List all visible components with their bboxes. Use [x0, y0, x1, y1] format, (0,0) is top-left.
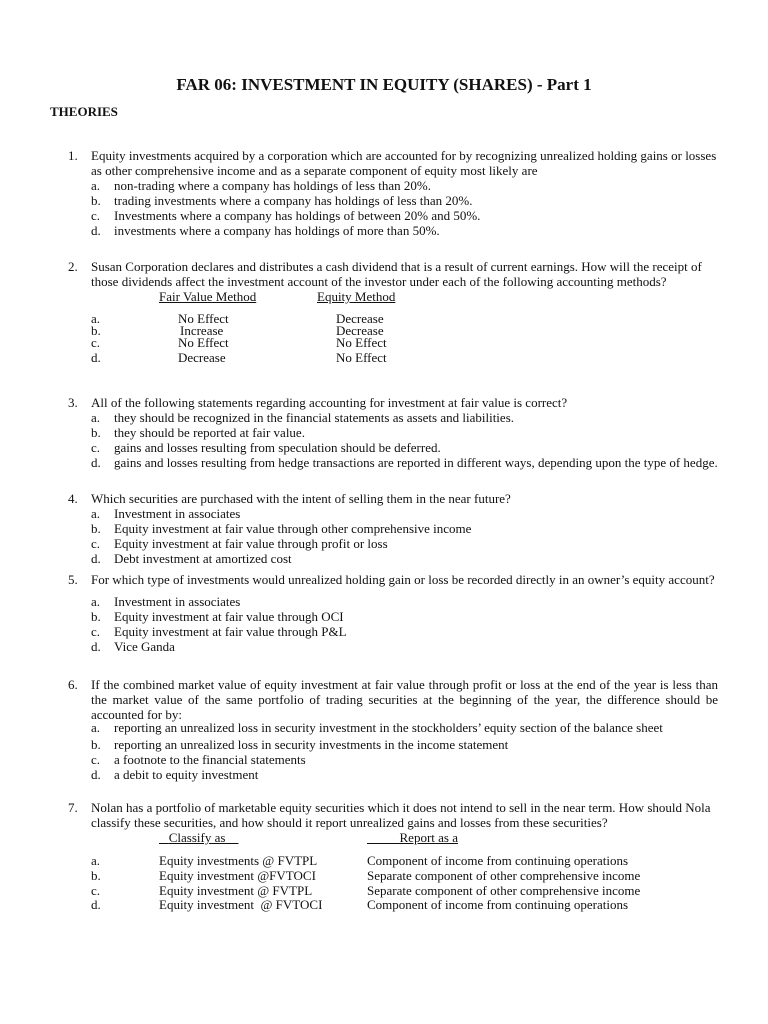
option-b [91, 193, 718, 208]
question-text: All of the following statements regarding accounting for investment at fair value is correct? [91, 395, 568, 410]
row-letter: d. [91, 897, 101, 912]
question-5 [68, 572, 718, 654]
option-b [91, 521, 718, 536]
option-letter: b. [91, 521, 101, 536]
row-cell: Equity investment @FVTOCI [159, 868, 316, 883]
option-letter: a. [91, 506, 101, 521]
option-text: gains and losses resulting from speculation should be deferred. [114, 440, 441, 455]
option-a [91, 594, 718, 609]
option-text: Debt investment at amortized cost [114, 551, 292, 566]
row-letter: c. [91, 335, 101, 350]
options-list [91, 178, 718, 238]
row-letter: a. [91, 311, 101, 326]
option-letter: d. [91, 767, 101, 782]
answer-table [91, 830, 718, 910]
option-letter: a. [91, 594, 101, 609]
option-a [91, 178, 718, 193]
option-d [91, 639, 718, 654]
page-title: FAR 06: INVESTMENT IN EQUITY (SHARES) - Part 1 [176, 75, 592, 94]
row-letter: b. [91, 868, 101, 883]
option-letter: d. [91, 223, 101, 238]
row-cell: Separate component of other comprehensive income [367, 883, 641, 898]
option-letter: b. [91, 193, 101, 208]
row-letter: d. [91, 350, 101, 365]
row-cell: Separate component of other comprehensive income [367, 868, 641, 883]
option-letter: d. [91, 639, 101, 654]
option-a [91, 410, 718, 425]
option-letter: b. [91, 737, 101, 752]
option-text: trading investments where a company has holdings of less than 20%. [114, 193, 473, 208]
row-cell: Equity investments @ FVTPL [159, 853, 318, 868]
question-text: Susan Corporation declares and distributes a cash dividend that is a result of current earnings. How will the receipt of those dividends affect the investment account of the investor under each of the following accounting methods? [91, 259, 702, 289]
option-d [91, 767, 718, 782]
row-letter: c. [91, 883, 101, 898]
row-cell: No Effect [336, 335, 387, 350]
options-list [91, 410, 718, 471]
option-text: Investments where a company has holdings of between 20% and 50%. [114, 208, 481, 223]
option-letter: d. [91, 455, 101, 470]
question-number: 2. [68, 259, 78, 274]
option-text: Equity investment at fair value through other comprehensive income [114, 521, 472, 536]
section-heading: THEORIES [50, 104, 118, 119]
option-letter: b. [91, 425, 101, 440]
option-letter: c. [91, 536, 101, 551]
option-letter: c. [91, 208, 101, 223]
options-list [91, 722, 718, 782]
question-6 [68, 677, 718, 782]
row-cell: No Effect [178, 311, 229, 326]
question-number: 3. [68, 395, 78, 410]
option-text: reporting an unrealized loss in security investment in the stockholders’ equity section of the balance sheet [114, 720, 663, 735]
question-2 [68, 259, 718, 363]
option-c [91, 624, 718, 639]
column-header [367, 830, 458, 845]
row-cell: Equity investment @ FVTPL [159, 883, 313, 898]
option-text: non-trading where a company has holdings of less than 20%. [114, 178, 431, 193]
question-text: Nolan has a portfolio of marketable equity securities which it does not intend to sell in the near term. How should Nola classify these securities, and how should it report unrealized gains and losses from these securities? [91, 800, 711, 830]
option-c [91, 752, 718, 767]
question-4 [68, 491, 718, 566]
row-cell: Component of income from continuing operations [367, 853, 629, 868]
row-cell: Component of income from continuing operations [367, 897, 629, 912]
option-text: a debit to equity investment [114, 767, 259, 782]
row-cell: Increase [180, 323, 224, 338]
row-cell: Decrease [336, 311, 384, 326]
option-letter: a. [91, 410, 101, 425]
question-text: Which securities are purchased with the intent of selling them in the near future? [91, 491, 511, 506]
row-cell: No Effect [178, 335, 229, 350]
option-letter: c. [91, 752, 101, 767]
options-list [91, 594, 718, 654]
option-d [91, 551, 718, 566]
question-7 [68, 800, 718, 910]
question-number: 6. [68, 677, 78, 692]
option-c [91, 208, 718, 223]
option-b [91, 737, 718, 752]
row-letter: b. [91, 323, 101, 338]
question-1 [68, 148, 718, 238]
row-cell: Equity investment @ FVTOCI [159, 897, 323, 912]
column-header: Fair Value Method [159, 289, 257, 304]
row-cell: No Effect [336, 350, 387, 365]
option-text: Equity investment at fair value through profit or loss [114, 536, 388, 551]
question-number: 7. [68, 800, 78, 815]
option-b [91, 425, 718, 440]
option-letter: a. [91, 720, 101, 735]
option-d [91, 455, 718, 471]
question-text: Equity investments acquired by a corporation which are accounted for by recognizing unrealized holding gains or losses as other comprehensive income and as a separate component of equity most likely are [91, 148, 717, 178]
option-text: Investment in associates [114, 506, 241, 521]
option-letter: a. [91, 178, 101, 193]
column-header-text: Classify as [168, 830, 226, 845]
option-text: they should be recognized in the financial statements as assets and liabilities. [114, 410, 514, 425]
question-text: For which type of investments would unrealized holding gain or loss be recorded directly in an owner’s equity account? [91, 572, 715, 587]
option-c [91, 536, 718, 551]
option-text: Equity investment at fair value through P&L [114, 624, 347, 639]
question-number: 1. [68, 148, 78, 163]
option-text: Investment in associates [114, 594, 241, 609]
question-text: If the combined market value of equity investment at fair value through profit or loss at the end of the year is less than the market value of the same portfolio of trading securities at the beginning of the year, the difference should be accounted for by: [91, 677, 718, 722]
option-letter: d. [91, 551, 101, 566]
question-number: 5. [68, 572, 78, 587]
answer-table [91, 289, 718, 363]
option-letter: c. [91, 440, 101, 455]
row-cell: Decrease [336, 323, 384, 338]
question-3 [68, 395, 718, 471]
option-a [91, 506, 718, 521]
option-text: a footnote to the financial statements [114, 752, 306, 767]
option-b [91, 609, 718, 624]
option-letter: c. [91, 624, 101, 639]
option-c [91, 440, 718, 455]
column-header [159, 830, 238, 845]
column-header: Equity Method [317, 289, 396, 304]
option-letter: b. [91, 609, 101, 624]
question-number: 4. [68, 491, 78, 506]
row-cell: Decrease [178, 350, 226, 365]
option-a [91, 722, 718, 734]
row-letter: a. [91, 853, 101, 868]
option-text: investments where a company has holdings of more than 50%. [114, 223, 440, 238]
option-text: Vice Ganda [114, 639, 175, 654]
column-header-text: Report as a [399, 830, 458, 845]
options-list [91, 506, 718, 566]
option-text: Equity investment at fair value through OCI [114, 609, 344, 624]
option-d [91, 223, 718, 238]
option-text: they should be reported at fair value. [114, 425, 305, 440]
option-text: gains and losses resulting from hedge transactions are reported in different ways, depending upon the type of hedge. [114, 455, 718, 470]
option-text: reporting an unrealized loss in security investments in the income statement [114, 737, 509, 752]
